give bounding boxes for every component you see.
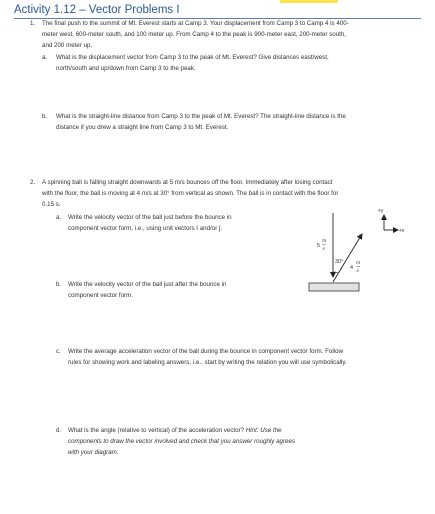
q1a-label: a.	[42, 54, 48, 61]
q1b-text-line-1: What is the straight-line distance from Camp 3 to the peak of Mt. Everest? The straight-line distance is the	[56, 113, 346, 120]
v-after-unit-s: s	[356, 269, 359, 274]
q1b-text-line-2: distance if you drew a straight line from Camp 3 to Mt. Everest.	[56, 124, 229, 131]
q2b-text-line-2: component vector form.	[68, 292, 133, 299]
q2b-label: b.	[56, 281, 62, 288]
page-title: Activity 1.12 – Vector Problems I	[14, 4, 180, 16]
q2-text-line-1: A spinning ball is falling straight downwards at 5 m/s bounces off the floor. Immediately after losing contact	[42, 179, 333, 186]
q2c-text-line-2: rules for showing work and labeling answers, i.e., start by writing the relation you will use symbolically.	[68, 359, 347, 366]
velocity-after-arrow	[333, 234, 362, 282]
angle-label: 30°	[335, 259, 344, 265]
v-before-number: 5	[317, 243, 321, 249]
y-axis-label: +y	[378, 208, 384, 214]
v-before-unit-s: s	[322, 247, 325, 252]
q2a-label: a.	[56, 214, 62, 221]
q2b-text-line-1: Write the velocity vector of the ball just after the bounce in	[68, 281, 227, 288]
q2-text-line-2: with the floor, the ball is moving at 4 m/s at 30° from vertical as shown. The ball is in contact with the floor for	[42, 190, 339, 197]
q2a-text-line-2: component vector form, i.e., using unit vectors î and/or ĵ.	[68, 225, 223, 232]
q2d-text-line-2: components to draw the vector involved and check that you answer roughly agrees	[68, 438, 296, 445]
q2a-text-line-1: Write the velocity vector of the ball just before the bounce in	[68, 214, 232, 221]
angle-arc	[333, 272, 338, 273]
q1-text-line-2: meter west, 600-meter south, and 100 meter up. From Camp 4 to the peak is 900-meter east, 200-meter south,	[42, 31, 347, 38]
q1a-text-line-1: What is the displacement vector from Camp 3 to the peak of Mt. Everest? Give distances east/west,	[56, 54, 329, 61]
q2d-label: d.	[56, 427, 62, 434]
q2c-text-line-1: Write the average acceleration vector of the ball during the bounce in component vector form. Follow	[68, 348, 344, 355]
q2d-question: What is the angle (relative to vertical) of the acceleration vector?	[68, 427, 245, 434]
q1-text-line-3: and 200 meter up.	[42, 42, 93, 49]
q2d-hint-label: Hint: Use the	[245, 427, 282, 434]
q1a-text-line-2: north/south and up/down from Camp 3 to the peak.	[56, 65, 196, 72]
v-after-unit-m: m	[356, 261, 361, 266]
v-after-number: 4	[350, 265, 354, 271]
q1b-label: b.	[42, 113, 48, 120]
x-axis-label: +x	[399, 228, 405, 234]
q2-number: 2.	[30, 179, 36, 186]
q2-text-line-3: 0.15 s.	[42, 201, 61, 208]
q2c-label: c.	[56, 348, 61, 355]
q1-text-line-1: The final push to the summit of Mt. Everest starts at Camp 3. Your displacement from Camp 3 to Camp 4 is 400-	[42, 20, 349, 27]
q1-number: 1.	[30, 20, 36, 27]
q2d-text-line-3: with your diagram.	[68, 449, 119, 456]
v-before-unit-m: m	[322, 239, 327, 244]
floor	[309, 283, 359, 291]
